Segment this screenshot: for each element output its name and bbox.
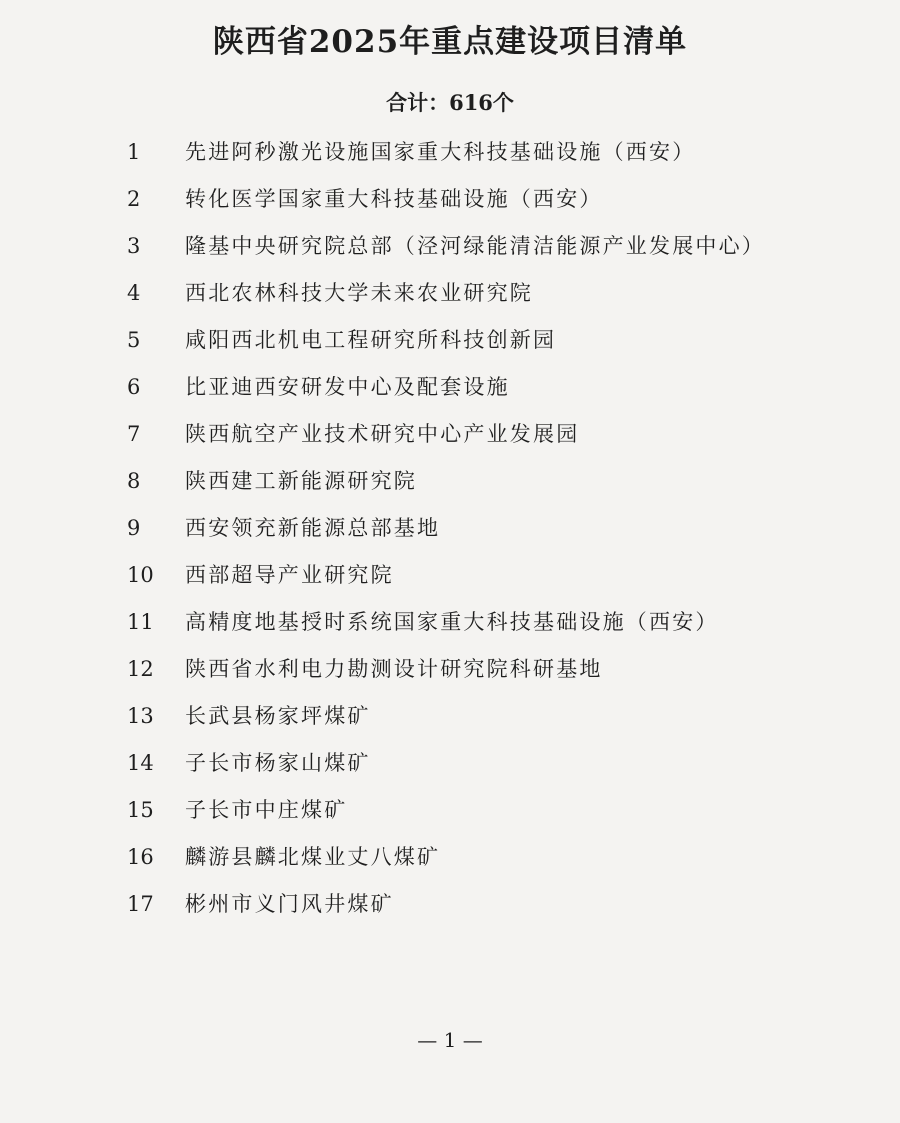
item-number: 8 xyxy=(127,469,141,493)
item-number: 4 xyxy=(127,281,141,305)
item-number: 11 xyxy=(127,610,154,634)
item-number: 10 xyxy=(127,563,154,587)
item-number: 14 xyxy=(127,751,154,775)
item-name: 长武县杨家坪煤矿 xyxy=(185,704,371,728)
item-name: 西部超导产业研究院 xyxy=(185,563,394,587)
item-name: 隆基中央研究院总部（泾河绿能清洁能源产业发展中心） xyxy=(185,234,765,258)
item-name: 先进阿秒激光设施国家重大科技基础设施（西安） xyxy=(185,140,696,164)
list-item xyxy=(0,178,900,225)
list-item xyxy=(0,225,900,272)
list-item xyxy=(0,272,900,319)
item-name: 比亚迪西安研发中心及配套设施 xyxy=(185,375,510,399)
item-number: 12 xyxy=(127,657,154,681)
list-item xyxy=(0,460,900,507)
item-number: 1 xyxy=(127,140,141,164)
list-item xyxy=(0,648,900,695)
item-number: 2 xyxy=(127,187,141,211)
item-number: 15 xyxy=(127,798,154,822)
project-list xyxy=(0,131,900,930)
item-number: 13 xyxy=(127,704,154,728)
item-name: 西安领充新能源总部基地 xyxy=(185,516,441,540)
item-name: 彬州市义门风井煤矿 xyxy=(185,892,394,916)
list-item xyxy=(0,601,900,648)
document-title: 陕西省2025年重点建设项目清单 xyxy=(212,24,688,60)
item-name: 西北农林科技大学未来农业研究院 xyxy=(185,281,533,305)
list-item xyxy=(0,883,900,930)
page-number: — 1 — xyxy=(417,1028,483,1052)
list-item xyxy=(0,789,900,836)
list-item xyxy=(0,554,900,601)
item-name: 子长市中庄煤矿 xyxy=(185,798,348,822)
item-number: 6 xyxy=(127,375,141,399)
item-name: 陕西省水利电力勘测设计研究院科研基地 xyxy=(185,657,603,681)
list-item xyxy=(0,836,900,883)
item-number: 16 xyxy=(127,845,154,869)
list-item xyxy=(0,131,900,178)
project-total: 合计：616个 xyxy=(386,90,514,115)
item-number: 7 xyxy=(127,422,141,446)
item-name: 陕西建工新能源研究院 xyxy=(185,469,417,493)
list-item xyxy=(0,507,900,554)
item-name: 咸阳西北机电工程研究所科技创新园 xyxy=(185,328,557,352)
item-name: 高精度地基授时系统国家重大科技基础设施（西安） xyxy=(185,610,719,634)
item-number: 9 xyxy=(127,516,141,540)
list-item xyxy=(0,695,900,742)
item-number: 17 xyxy=(127,892,154,916)
item-name: 麟游县麟北煤业丈八煤矿 xyxy=(185,845,441,869)
item-number: 3 xyxy=(127,234,141,258)
list-item xyxy=(0,413,900,460)
item-number: 5 xyxy=(127,328,141,352)
list-item xyxy=(0,742,900,789)
list-item xyxy=(0,319,900,366)
list-item xyxy=(0,366,900,413)
item-name: 转化医学国家重大科技基础设施（西安） xyxy=(185,187,603,211)
item-name: 陕西航空产业技术研究中心产业发展园 xyxy=(185,422,580,446)
item-name: 子长市杨家山煤矿 xyxy=(185,751,371,775)
